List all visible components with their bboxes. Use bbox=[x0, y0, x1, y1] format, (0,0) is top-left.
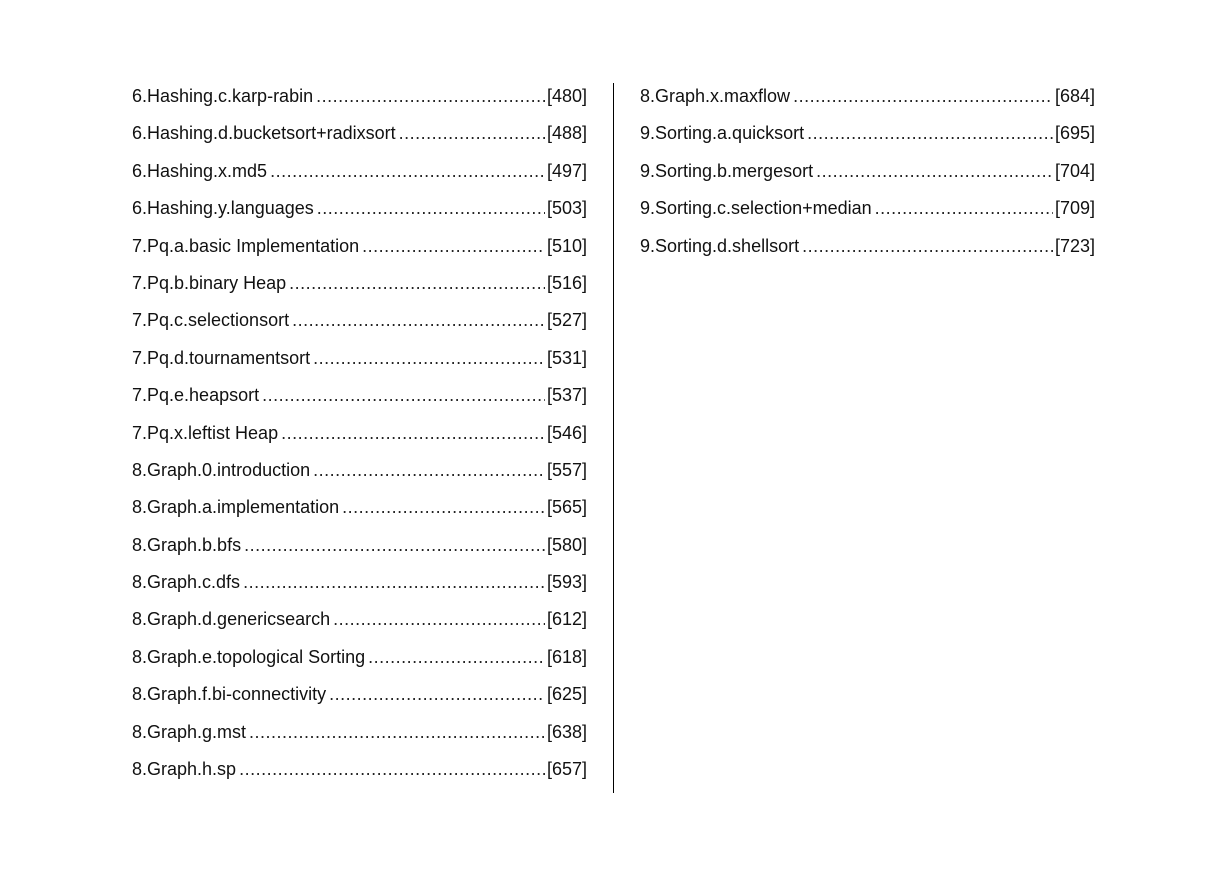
toc-right-column bbox=[640, 84, 1095, 271]
toc-entry-title: 8.Graph.a.implementation bbox=[132, 497, 340, 518]
toc-dot-leader bbox=[807, 121, 1053, 145]
toc-entry-title: 8.Graph.h.sp bbox=[132, 759, 237, 780]
toc-entry-page: [546] bbox=[546, 422, 587, 443]
toc-dot-leader bbox=[342, 495, 545, 519]
toc-entry-page: [618] bbox=[546, 646, 587, 667]
toc-entry-page: [510] bbox=[546, 235, 587, 256]
toc-entry-page: [488] bbox=[546, 123, 587, 144]
toc-dot-leader bbox=[875, 196, 1053, 220]
toc-entry-page: [723] bbox=[1054, 235, 1095, 256]
toc-entry-page: [612] bbox=[546, 609, 587, 630]
toc-entry-title: 8.Graph.0.introduction bbox=[132, 459, 311, 480]
toc-entry-title: 7.Pq.b.binary Heap bbox=[132, 272, 287, 293]
toc-entry[interactable] bbox=[640, 121, 1095, 158]
toc-entry-page: [625] bbox=[546, 684, 587, 705]
toc-entry[interactable] bbox=[132, 645, 587, 682]
toc-entry-page: [657] bbox=[546, 759, 587, 780]
toc-entry-page: [537] bbox=[546, 385, 587, 406]
toc-entry[interactable] bbox=[132, 458, 587, 495]
toc-dot-leader bbox=[243, 570, 545, 594]
toc-dot-leader bbox=[239, 757, 545, 781]
toc-dot-leader bbox=[292, 308, 545, 332]
toc-dot-leader bbox=[313, 458, 545, 482]
toc-dot-leader bbox=[329, 682, 545, 706]
toc-entry-page: [503] bbox=[546, 198, 587, 219]
toc-entry[interactable] bbox=[132, 570, 587, 607]
toc-entry-page: [527] bbox=[546, 310, 587, 331]
toc-dot-leader bbox=[317, 196, 545, 220]
toc-entry-title: 6.Hashing.d.bucketsort+radixsort bbox=[132, 123, 396, 144]
toc-dot-leader bbox=[262, 383, 545, 407]
toc-entry[interactable] bbox=[640, 159, 1095, 196]
toc-entry-title: 6.Hashing.y.languages bbox=[132, 198, 314, 219]
toc-entry-title: 8.Graph.b.bfs bbox=[132, 534, 242, 555]
toc-dot-leader bbox=[802, 234, 1053, 258]
toc-dot-leader bbox=[399, 121, 545, 145]
toc-entry-title: 7.Pq.d.tournamentsort bbox=[132, 347, 311, 368]
toc-dot-leader bbox=[316, 84, 545, 108]
toc-entry-title: 7.Pq.a.basic Implementation bbox=[132, 235, 360, 256]
toc-entry-page: [704] bbox=[1054, 160, 1095, 181]
toc-entry-page: [695] bbox=[1054, 123, 1095, 144]
toc-entry-title: 6.Hashing.c.karp-rabin bbox=[132, 86, 314, 106]
toc-entry[interactable] bbox=[132, 757, 587, 794]
toc-dot-leader bbox=[816, 159, 1053, 183]
toc-entry[interactable] bbox=[132, 196, 587, 233]
toc-entry-page: [497] bbox=[546, 160, 587, 181]
toc-entry-title: 9.Sorting.a.quicksort bbox=[640, 123, 805, 144]
toc-entry-page: [557] bbox=[546, 459, 587, 480]
toc-entry-title: 8.Graph.c.dfs bbox=[132, 572, 241, 593]
toc-entry-page: [565] bbox=[546, 497, 587, 518]
toc-entry-title: 9.Sorting.c.selection+median bbox=[640, 198, 872, 219]
toc-entry-page: [684] bbox=[1054, 86, 1095, 106]
toc-entry-title: 7.Pq.c.selectionsort bbox=[132, 310, 290, 331]
toc-left-column bbox=[132, 84, 587, 794]
toc-dot-leader bbox=[289, 271, 545, 295]
toc-entry[interactable] bbox=[640, 196, 1095, 233]
toc-entry-title: 9.Sorting.b.mergesort bbox=[640, 160, 814, 181]
toc-entry[interactable] bbox=[132, 682, 587, 719]
toc-entry-title: 8.Graph.x.maxflow bbox=[640, 86, 791, 106]
toc-entry[interactable] bbox=[132, 84, 587, 121]
toc-entry[interactable] bbox=[132, 421, 587, 458]
toc-entry-page: [580] bbox=[546, 534, 587, 555]
toc-entry[interactable] bbox=[132, 271, 587, 308]
toc-entry-title: 8.Graph.d.genericsearch bbox=[132, 609, 331, 630]
toc-entry[interactable] bbox=[132, 383, 587, 420]
toc-entry[interactable] bbox=[132, 308, 587, 345]
toc-entry-page: [480] bbox=[546, 86, 587, 106]
toc-entry-page: [531] bbox=[546, 347, 587, 368]
toc-entry-title: 8.Graph.g.mst bbox=[132, 721, 247, 742]
toc-entry-title: 6.Hashing.x.md5 bbox=[132, 160, 268, 181]
toc-entry[interactable] bbox=[132, 720, 587, 757]
toc-entry-title: 8.Graph.e.topological Sorting bbox=[132, 646, 366, 667]
toc-entry[interactable] bbox=[132, 607, 587, 644]
toc-entry-title: 9.Sorting.d.shellsort bbox=[640, 235, 800, 256]
toc-entry-page: [516] bbox=[546, 272, 587, 293]
toc-dot-leader bbox=[368, 645, 545, 669]
toc-dot-leader bbox=[313, 346, 545, 370]
toc-entry-page: [709] bbox=[1054, 198, 1095, 219]
toc-entry-title: 8.Graph.f.bi-connectivity bbox=[132, 684, 327, 705]
toc-dot-leader bbox=[249, 720, 545, 744]
toc-entry[interactable] bbox=[132, 121, 587, 158]
toc-dot-leader bbox=[281, 421, 545, 445]
toc-entry-title: 7.Pq.x.leftist Heap bbox=[132, 422, 279, 443]
toc-dot-leader bbox=[362, 234, 545, 258]
toc-dot-leader bbox=[333, 607, 545, 631]
toc-entry-page: [593] bbox=[546, 572, 587, 593]
toc-entry-page: [638] bbox=[546, 721, 587, 742]
toc-entry[interactable] bbox=[132, 234, 587, 271]
toc-dot-leader bbox=[270, 159, 545, 183]
toc-dot-leader bbox=[244, 533, 545, 557]
toc-entry[interactable] bbox=[132, 533, 587, 570]
toc-dot-leader bbox=[793, 84, 1053, 108]
toc-entry[interactable] bbox=[132, 346, 587, 383]
toc-entry[interactable] bbox=[640, 234, 1095, 271]
toc-entry-title: 7.Pq.e.heapsort bbox=[132, 385, 260, 406]
column-divider bbox=[613, 83, 614, 793]
toc-entry[interactable] bbox=[640, 84, 1095, 121]
toc-entry[interactable] bbox=[132, 495, 587, 532]
toc-entry[interactable] bbox=[132, 159, 587, 196]
